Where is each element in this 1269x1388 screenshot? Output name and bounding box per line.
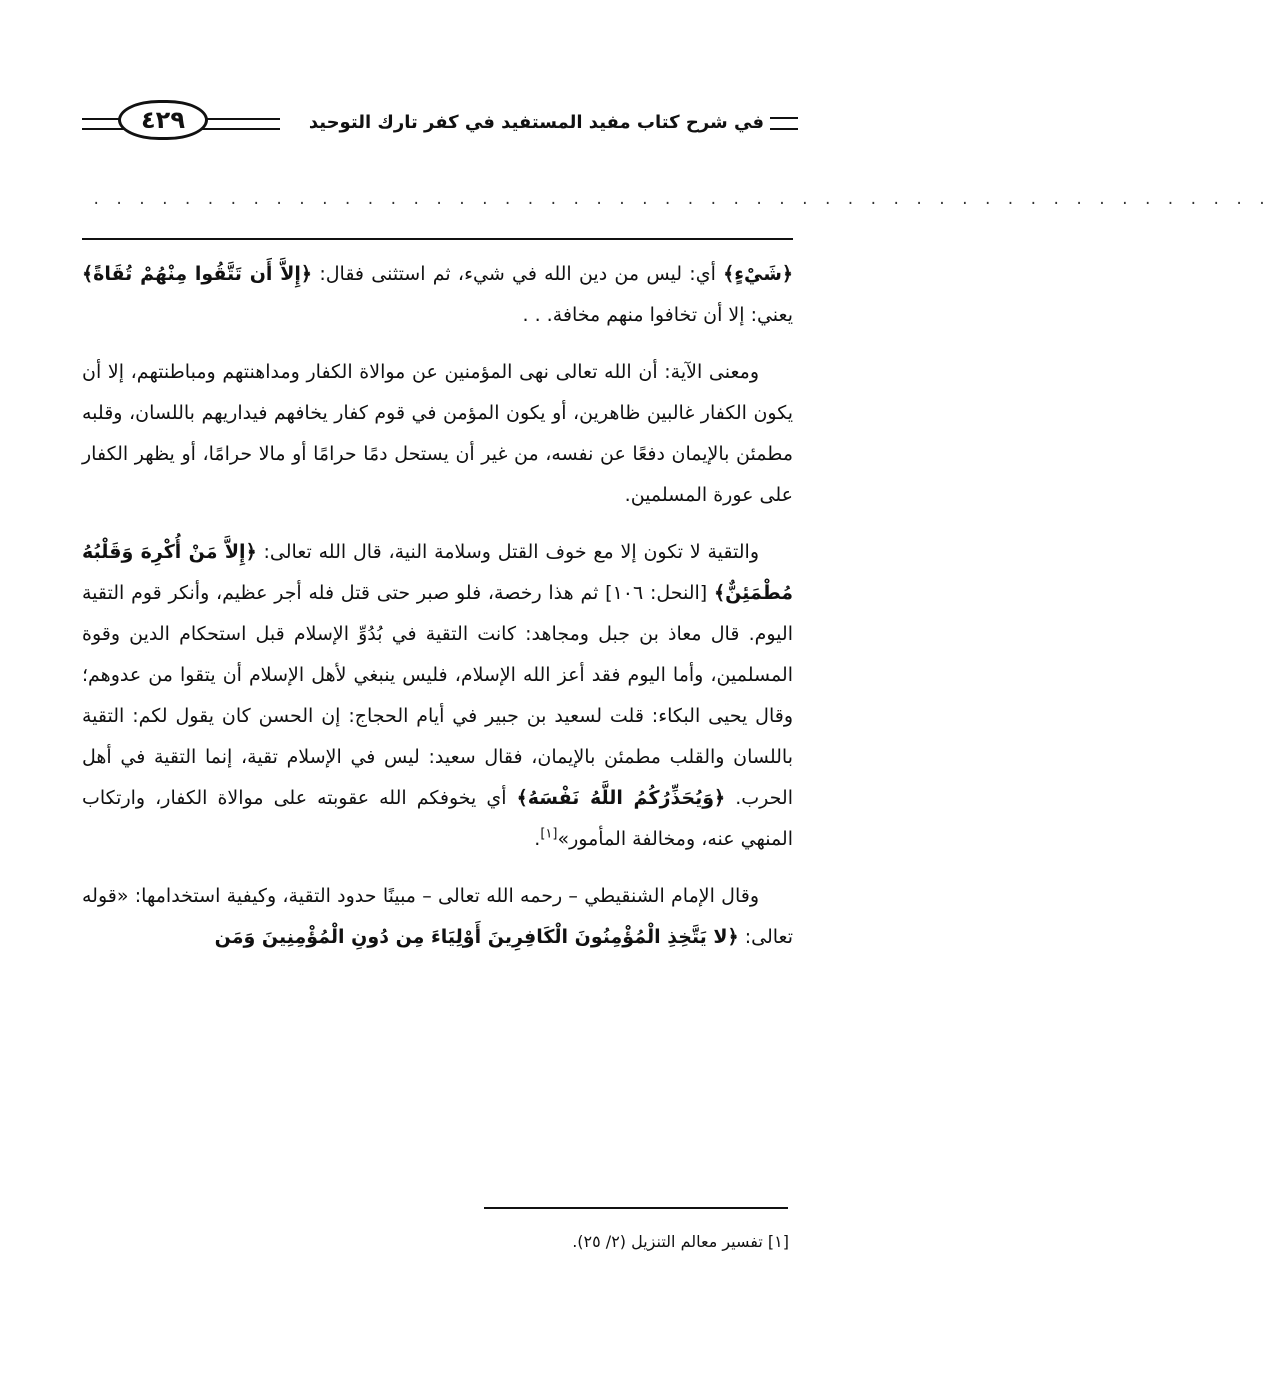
paragraph-text: والتقية لا تكون إلا مع خوف القتل وسلامة النية، قال الله تعالى: (256, 541, 759, 563)
footnote: [١] تفسير معالم التنزيل (٢/ ٢٥). (572, 1232, 789, 1251)
dotted-separator: . . . . . . . . . . . . . . . . . . . . . . . . . . . . . . . . . . . . . . . . . . . . . . . . . . . . (92, 192, 1269, 208)
paragraph-text: يعني: إلا أن تخافوا منهم مخافة. . . (522, 304, 793, 326)
running-title-text: في شرح كتاب مفيد المستفيد في كفر تارك التوحيد (308, 112, 764, 133)
paragraph-1 (82, 254, 793, 336)
footnote-rule (484, 1207, 788, 1209)
quran-quote: ﴿لا يَتَّخِذِ الْمُؤْمِنُونَ الْكَافِرِينَ أَوْلِيَاءَ مِن دُونِ الْمُؤْمِنِينَ وَمَن (214, 926, 739, 948)
page-number-ornament (82, 96, 282, 152)
header-rule (82, 238, 793, 240)
quran-quote: ﴿إِلاَّ أَن تَتَّقُوا مِنْهُمْ تُقَاةً﴾ (82, 263, 313, 285)
paragraph-text: أي يخوفكم الله عقوبته على موالاة الكفار، وارتكاب المنهي عنه، ومخالفة المأمور» (82, 787, 793, 850)
quran-quote: ﴿وَيُحَذِّرُكُمُ اللَّهُ نَفْسَهُ﴾ (516, 787, 726, 809)
page-number-line-right (202, 118, 280, 130)
page-header (82, 96, 798, 152)
title-dash-ornament (770, 117, 798, 130)
quran-quote: ﴿شَيْءٍ﴾ (723, 263, 794, 285)
paragraph-text: وقال الإمام الشنقيطي – رحمه الله تعالى – مبينًا حدود التقية، وكيفية استخدامها: «قوله تعالى: (82, 885, 793, 948)
paragraph-text: [النحل: ١٠٦] ثم هذا رخصة، فلو صبر حتى قتل فله أجر عظيم، وأنكر قوم التقية اليوم. قال معاذ بن جبل ومجاهد: كانت التقية في بُدُوِّ الإسلام قبل استحكام الدين وقوة المسلمين، وأما اليوم فقد أعز الله الإسلام، فليس ينبغي لأهل الإسلام أن يتقوا من عدوهم؛ وقال يحيى البكاء: قلت لسعيد بن جبير في أيام الحجاج: إن الحسن كان يقول لكم: التقية باللسان والقلب مطمئن بالإيمان، فقال سعيد: ليس في الإسلام تقية، إنما التقية في أهل الحرب. (82, 582, 793, 809)
main-text (82, 254, 793, 974)
paragraph-4 (82, 876, 793, 958)
paragraph-2: ومعنى الآية: أن الله تعالى نهى المؤمنين عن موالاة الكفار ومداهنتهم ومباطنتهم، إلا أن يكون الكفار غالبين ظاهرين، أو يكون المؤمن في قوم كفار يخافهم فيداريهم باللسان، وقلبه مطمئن بالإيمان دفعًا عن نفسه، من غير أن يستحل دمًا حرامًا أو مالا حرامًا، أو يظهر الكفار على عورة المسلمين. (82, 361, 793, 506)
paragraph-3 (82, 532, 793, 860)
running-title (309, 112, 798, 133)
page-number: ٤٢٩ (118, 100, 208, 140)
paragraph-text: أي: ليس من دين الله في شيء، ثم استثنى فقال: (312, 263, 724, 285)
footnote-reference: [١] (540, 826, 558, 842)
quran-quote: ﴿إِلاَّ مَنْ أُكْرِهَ وَقَلْبُهُ مُطْمَئِنٌّ﴾ (82, 541, 793, 604)
paragraph-text: . (534, 828, 541, 850)
